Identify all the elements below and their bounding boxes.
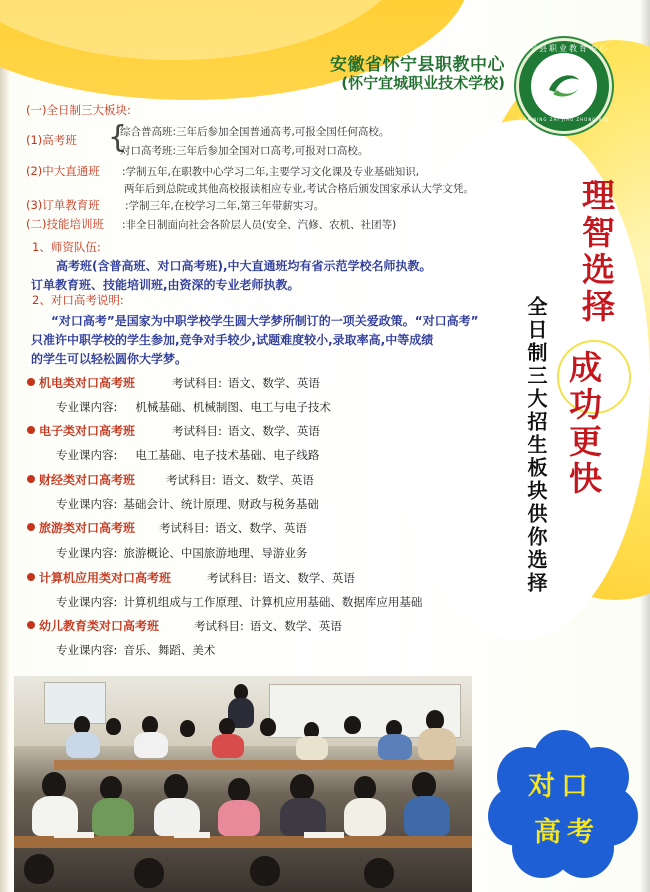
- course-head: 财经类对口高考班: [27, 471, 135, 488]
- photo-figure: [364, 858, 394, 888]
- badge-text: [488, 730, 638, 880]
- programs-heading: (一)全日制三大板块:: [26, 103, 131, 117]
- slogan-side: 全日制三大招生板块供你选择: [524, 296, 548, 595]
- gaokao-line-2: 对口高考班:三年后参加全国对口高考,可报对口高校。: [120, 145, 369, 157]
- photo-figure: [106, 718, 121, 735]
- logo-swirl-icon: [545, 68, 583, 102]
- duikou-heading: 2、对口高考说明:: [32, 293, 124, 307]
- slogan-line-2: 成功更快: [564, 350, 603, 498]
- school-name: (怀宁宜城职业技术学校): [341, 74, 505, 92]
- photo-figure: [32, 796, 78, 836]
- jineng-label: (二)技能培训班: [26, 217, 104, 231]
- photo-figure: [218, 800, 260, 836]
- center-name: 安徽省怀宁县职教中心: [330, 55, 505, 75]
- course-exam: 考试科目: 语文、数学、英语: [159, 521, 307, 535]
- zhongda-line-1: :学制五年,在职教中心学习二年,主要学习文化课及专业基础知识,: [122, 166, 420, 178]
- course-major: 专业课内容: 基础会计、统计原理、财政与税务基础: [56, 497, 319, 511]
- course-exam: 考试科目: 语文、数学、英语: [194, 619, 342, 633]
- photo-figure: [92, 798, 134, 836]
- course-major: 专业课内容: 旅游概论、中国旅游地理、导游业务: [56, 546, 308, 560]
- bullet-icon: [27, 426, 35, 434]
- course-head: 电子类对口高考班: [27, 422, 135, 439]
- photo-figure: [154, 798, 200, 836]
- photo-figure: [290, 774, 314, 800]
- duikou-line-2: 只准许中职学校的学生参加,竞争对手较少,试题难度较小,录取率高,中等成绩: [31, 333, 434, 347]
- photo-figure: [164, 774, 188, 800]
- brace-icon: {: [108, 120, 128, 155]
- course-major: 专业课内容: 机械基础、机械制图、电工与电子技术: [56, 400, 331, 414]
- course-exam: 考试科目: 语文、数学、英语: [207, 571, 355, 585]
- photo-figure: [100, 776, 122, 800]
- bullet-icon: [27, 378, 35, 386]
- photo-figure: [212, 734, 244, 758]
- photo-figure: [378, 734, 412, 760]
- photo-window: [44, 682, 106, 724]
- zhongda-label: (2)中大直通班: [26, 164, 100, 178]
- logo-ring-text: 怀宁县职业教育中心: [519, 44, 609, 53]
- photo-figure: [180, 720, 195, 737]
- photo-figure: [219, 718, 235, 735]
- bullet-icon: [27, 523, 35, 531]
- bullet-icon: [27, 573, 35, 581]
- faculty-line-2: 订单教育班、技能培训班,由资深的专业老师执教。: [31, 278, 300, 292]
- dingdan-label: (3)订单教育班: [26, 198, 100, 212]
- photo-paper: [54, 832, 94, 838]
- course-head: 机电类对口高考班: [27, 374, 135, 391]
- course-major: 专业课内容: 电工基础、电子技术基础、电子线路: [56, 448, 320, 462]
- logo-subtext: HUAINING ZHI JIAO ZHONG XIN: [519, 117, 609, 122]
- photo-figure: [228, 778, 250, 802]
- photo-figure: [344, 716, 361, 734]
- dingdan-line-1: :学制三年,在校学习二年,第三年带薪实习。: [125, 200, 325, 212]
- course-head: 幼儿教育类对口高考班: [27, 617, 159, 634]
- zhongda-line-2: 两年后到总院或其他高校报读相应专业,考试合格后颁发国家承认大学文凭。: [124, 183, 474, 195]
- faculty-line-1: 高考班(含普高班、对口高考班),中大直通班均有省示范学校名师执教。: [56, 259, 432, 273]
- photo-figure: [260, 718, 276, 736]
- photo-figure: [250, 856, 280, 886]
- photo-figure: [24, 854, 54, 884]
- photo-figure: [426, 710, 444, 730]
- badge-line-1: 对口: [528, 771, 594, 802]
- course-exam: 考试科目: 语文、数学、英语: [166, 473, 314, 487]
- photo-figure: [42, 772, 66, 798]
- photo-figure: [134, 858, 164, 888]
- photo-desk: [54, 760, 454, 770]
- jineng-line-1: :非全日制面向社会各阶层人员(安全、汽修、农机、社团等): [122, 219, 397, 231]
- photo-figure: [412, 772, 436, 798]
- course-exam: 考试科目: 语文、数学、英语: [172, 424, 320, 438]
- course-major: 专业课内容: 计算机组成与工作原理、计算机应用基础、数据库应用基础: [56, 595, 423, 609]
- photo-figure: [418, 728, 456, 760]
- faculty-heading: 1、师资队伍:: [32, 240, 101, 254]
- duikou-line-3: 的学生可以轻松圆你大学梦。: [31, 352, 188, 366]
- badge-line-2: 高考: [534, 817, 600, 848]
- duikou-line-1: “对口高考”是国家为中职学校学生圆大学梦所制订的一项关爱政策。“对口高考”: [51, 314, 479, 328]
- classroom-photo: [14, 676, 472, 892]
- course-head: 旅游类对口高考班: [27, 519, 135, 536]
- course-major: 专业课内容: 音乐、舞蹈、美术: [56, 643, 216, 657]
- photo-figure: [296, 736, 328, 760]
- school-logo: [516, 38, 612, 134]
- photo-paper: [304, 832, 344, 838]
- photo-figure: [344, 798, 386, 836]
- slogan-line-1: 理智选择: [577, 178, 616, 326]
- flower-badge: [488, 730, 638, 880]
- photo-figure: [280, 798, 326, 836]
- photo-figure: [404, 796, 450, 836]
- gaokao-line-1: 综合普高班:三年后参加全国普通高考,可报全国任何高校。: [120, 126, 390, 138]
- course-exam: 考试科目: 语文、数学、英语: [172, 376, 320, 390]
- bullet-icon: [27, 621, 35, 629]
- bullet-icon: [27, 475, 35, 483]
- photo-figure: [134, 732, 168, 758]
- course-head: 计算机应用类对口高考班: [27, 569, 171, 586]
- photo-figure: [66, 732, 100, 758]
- gaokao-label: (1)高考班: [26, 133, 77, 147]
- photo-paper: [174, 832, 210, 838]
- photo-figure: [354, 776, 376, 800]
- page-edge-left: [0, 0, 10, 892]
